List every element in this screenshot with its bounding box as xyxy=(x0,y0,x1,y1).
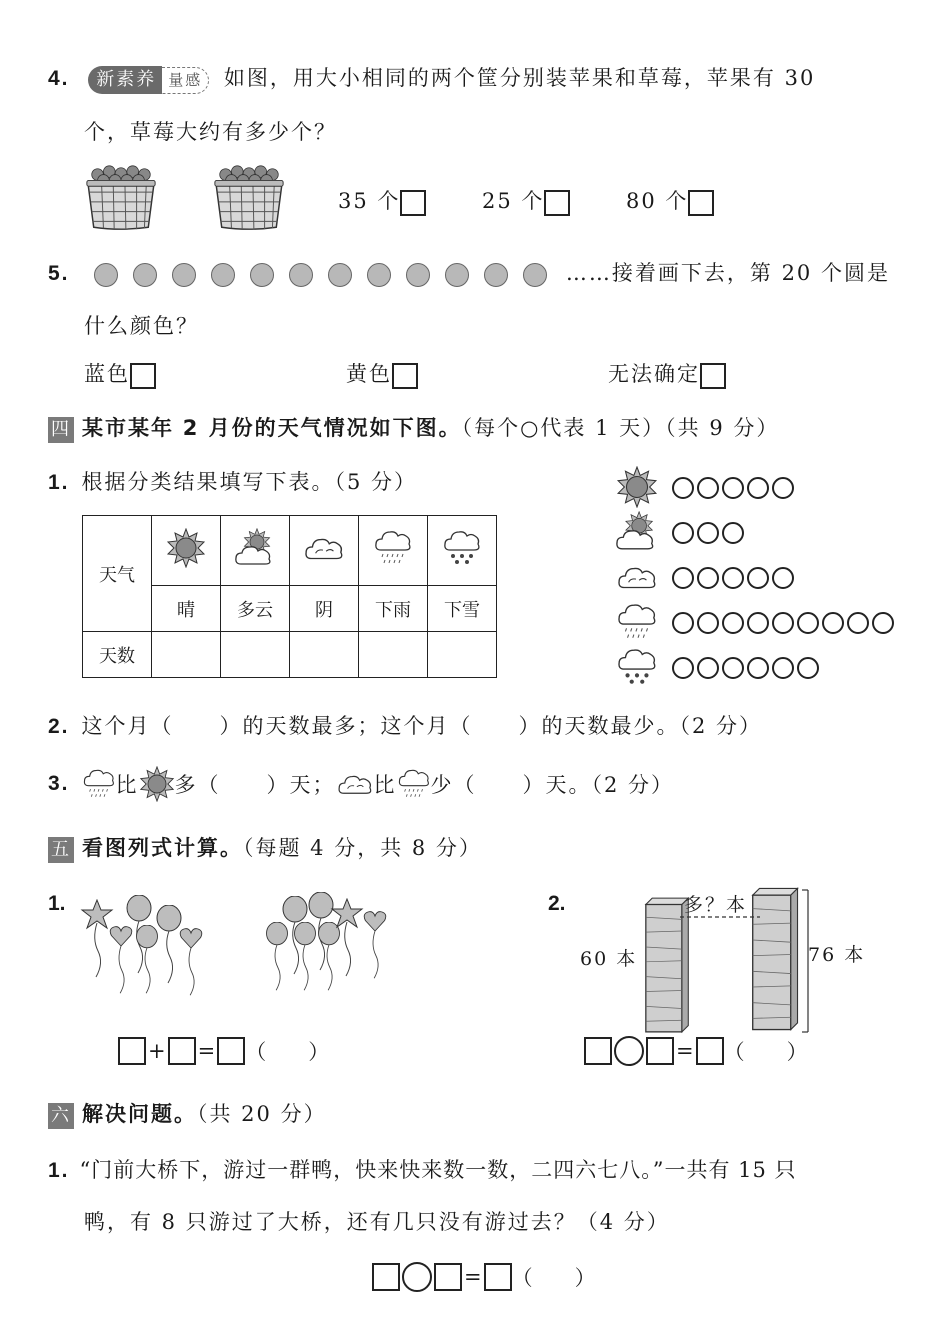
q5-option-3-checkbox[interactable] xyxy=(700,363,726,389)
section-5-title: 看图列式计算。 xyxy=(82,836,243,860)
sec4-q3-number: 3. xyxy=(48,772,70,795)
sec4-q3-c: 比 xyxy=(373,773,397,797)
tally-circle xyxy=(747,477,769,499)
sequence-circle xyxy=(172,263,196,287)
sequence-circle xyxy=(445,263,469,287)
legend-row-snow xyxy=(616,644,897,689)
q4-option-2-checkbox[interactable] xyxy=(544,190,570,216)
sequence-circle xyxy=(484,263,508,287)
section-4-title-2: 2 月份的天气情况如下图。 xyxy=(182,416,462,440)
sec5-p1-equation xyxy=(118,1036,329,1066)
sec4-q3-b: 多（ ）天； xyxy=(174,773,336,797)
q5-option-3-label: 无法确定 xyxy=(608,362,700,386)
section-4-note: （每个○代表 1 天）（共 9 分） xyxy=(461,416,780,440)
legend-circles-cloudy xyxy=(672,564,797,589)
answer-box[interactable] xyxy=(168,1037,196,1065)
sunny-icon xyxy=(616,466,658,508)
q5-option-1-checkbox[interactable] xyxy=(130,363,156,389)
sec5-p2-number: 2. xyxy=(548,892,566,915)
sec4-q2-number: 2. xyxy=(48,715,70,738)
equals-sign: = xyxy=(197,1039,216,1063)
answer-box[interactable] xyxy=(696,1037,724,1065)
q5-number: 5. xyxy=(48,262,70,285)
table-days-sunny[interactable] xyxy=(152,632,221,678)
q5-option-3 xyxy=(608,358,726,389)
tally-circle xyxy=(722,612,744,634)
apple-basket-image xyxy=(82,162,160,232)
tally-circle xyxy=(672,477,694,499)
sec4-q1 xyxy=(48,466,417,496)
unit-paren: （ ） xyxy=(245,1040,330,1064)
q5-option-1-label: 蓝色 xyxy=(84,362,130,386)
tally-circle xyxy=(672,657,694,679)
star-balloon xyxy=(330,898,364,978)
section-6-note: （共 20 分） xyxy=(197,1102,327,1126)
partly-cloudy-icon xyxy=(616,511,658,553)
legend-row-partly xyxy=(616,509,897,554)
sequence-circle xyxy=(289,263,313,287)
tally-circle xyxy=(772,612,794,634)
sec4-q3-a: 比 xyxy=(115,773,139,797)
cloudy-icon xyxy=(616,562,658,592)
tally-circle xyxy=(697,567,719,589)
section-4-title: 某市某年 xyxy=(82,416,174,440)
legend-row-rain xyxy=(616,599,897,644)
tally-circle xyxy=(822,612,844,634)
sequence-circle xyxy=(211,263,235,287)
right-stack-label: 76 本 xyxy=(808,944,866,966)
answer-box[interactable] xyxy=(118,1037,146,1065)
answer-box[interactable] xyxy=(584,1037,612,1065)
sec4-q2-text: 这个月（ ）的天数最多；这个月（ ）的天数最少。（2 分） xyxy=(81,714,763,738)
sequence-circle xyxy=(250,263,274,287)
q4-option-2 xyxy=(482,185,570,216)
circle-sequence xyxy=(94,261,566,285)
section-5-icon: 五 xyxy=(48,837,74,863)
q5-text-line1: ……接着画下去，第 20 个圆是 xyxy=(565,261,890,285)
left-stack-label: 60 本 xyxy=(580,948,638,970)
sec4-q1-number: 1. xyxy=(48,471,70,494)
legend-row-cloudy xyxy=(616,554,897,599)
q4-text-line2: 个，草莓大约有多少个？ xyxy=(84,120,337,144)
tally-circle xyxy=(872,612,894,634)
balloon-group-right xyxy=(262,892,402,982)
tally-circle xyxy=(722,567,744,589)
table-sunny-icon xyxy=(152,516,221,586)
q5-option-2 xyxy=(346,358,418,389)
sequence-circle xyxy=(133,263,157,287)
weather-table xyxy=(82,515,497,678)
weather-legend xyxy=(616,464,897,689)
tally-circle xyxy=(747,567,769,589)
tally-circle xyxy=(772,567,794,589)
table-days-partly[interactable] xyxy=(221,632,290,678)
q4-number: 4. xyxy=(48,67,70,90)
table-name-rain: 下雨 xyxy=(359,586,428,632)
sec6-q1-text-line1: “门前大桥下，游过一群鸭，快来快来数一数，二四六七八。”一共有 15 只 xyxy=(79,1158,797,1182)
tally-circle xyxy=(772,657,794,679)
operator-circle[interactable] xyxy=(614,1036,644,1066)
balloon-group-left xyxy=(80,895,220,985)
sequence-circle xyxy=(523,263,547,287)
heart-balloon xyxy=(176,927,206,997)
q4-option-2-label: 25 个 xyxy=(482,189,545,213)
q4-option-3-label: 80 个 xyxy=(626,189,689,213)
table-days-rain[interactable] xyxy=(359,632,428,678)
sec6-q1-number: 1. xyxy=(48,1159,70,1182)
table-snow-icon xyxy=(428,516,497,586)
section-4-header xyxy=(48,412,779,443)
q4-option-1 xyxy=(338,185,426,216)
answer-box[interactable] xyxy=(372,1263,400,1291)
tally-circle xyxy=(672,567,694,589)
sec6-q1-text-line2: 鸭，有 8 只游过了大桥，还有几只没有游过去？（4 分） xyxy=(84,1210,670,1234)
legend-circles-snow xyxy=(672,654,822,679)
difference-label: 多？本 xyxy=(684,894,748,916)
tally-circle xyxy=(697,657,719,679)
unit-paren: （ ） xyxy=(723,1040,808,1064)
table-cloudy-icon xyxy=(290,516,359,586)
section-6-title: 解决问题。 xyxy=(82,1102,197,1126)
tally-circle xyxy=(697,477,719,499)
tally-circle xyxy=(672,612,694,634)
badge-sub-label: 量感 xyxy=(162,67,209,94)
answer-box[interactable] xyxy=(434,1263,462,1291)
tally-circle xyxy=(797,657,819,679)
answer-box[interactable] xyxy=(217,1037,245,1065)
section-5-note: （每题 4 分，共 8 分） xyxy=(243,836,482,860)
equals-sign: = xyxy=(464,1265,482,1289)
table-days-label: 天数 xyxy=(83,632,152,678)
tally-circle xyxy=(722,522,744,544)
q5-option-1 xyxy=(84,358,156,389)
legend-row-sunny xyxy=(616,464,897,509)
legend-circles-sunny xyxy=(672,474,797,499)
table-days-snow[interactable] xyxy=(428,632,497,678)
q5-option-2-checkbox[interactable] xyxy=(392,363,418,389)
q5-option-2-label: 黄色 xyxy=(346,362,392,386)
sunny-icon xyxy=(139,766,175,802)
rain-icon xyxy=(397,767,431,801)
q4-text-line1: 如图，用大小相同的两个筐分别装苹果和草莓，苹果有 30 xyxy=(223,66,816,90)
tally-circle xyxy=(747,612,769,634)
sequence-circle xyxy=(367,263,391,287)
badge-main-label: 新素养 xyxy=(88,66,162,94)
table-days-cloudy[interactable] xyxy=(290,632,359,678)
q4-option-1-checkbox[interactable] xyxy=(400,190,426,216)
tally-circle xyxy=(722,477,744,499)
rain-icon xyxy=(82,767,116,801)
unit-paren: （ ） xyxy=(511,1266,596,1290)
tally-circle xyxy=(697,612,719,634)
q4-option-3 xyxy=(626,185,714,216)
sec5-p2-equation xyxy=(584,1036,808,1066)
sec6-q1-line1 xyxy=(48,1154,797,1184)
sequence-circle xyxy=(328,263,352,287)
sec4-q1-text: 根据分类结果填写下表。（5 分） xyxy=(81,470,418,494)
sec5-p1-number: 1. xyxy=(48,892,66,915)
tally-circle xyxy=(847,612,869,634)
tally-circle xyxy=(722,657,744,679)
q5-text-line2: 什么颜色？ xyxy=(84,314,199,338)
table-weather-label: 天气 xyxy=(83,516,152,632)
new-literacy-badge xyxy=(88,66,209,94)
cloudy-icon xyxy=(336,771,374,797)
section-6-header xyxy=(48,1098,327,1129)
table-name-partly: 多云 xyxy=(221,586,290,632)
section-4-icon: 四 xyxy=(48,417,74,443)
equals-sign: = xyxy=(676,1039,694,1063)
section-6-icon: 六 xyxy=(48,1103,74,1129)
tally-circle xyxy=(672,522,694,544)
q5-line1 xyxy=(48,257,890,287)
sec4-q2 xyxy=(48,710,762,740)
tally-circle xyxy=(697,522,719,544)
heart-balloon xyxy=(360,910,390,980)
legend-circles-partly xyxy=(672,519,747,544)
q4-option-3-checkbox[interactable] xyxy=(688,190,714,216)
section-5-header xyxy=(48,832,482,863)
snow-icon xyxy=(616,646,658,688)
operator-circle[interactable] xyxy=(402,1262,432,1292)
sec4-q3 xyxy=(48,766,674,802)
q4-line1 xyxy=(48,62,815,94)
sequence-circle xyxy=(406,263,430,287)
q4-option-1-label: 35 个 xyxy=(338,189,401,213)
tally-circle xyxy=(772,477,794,499)
plus-sign: + xyxy=(148,1039,166,1063)
answer-box[interactable] xyxy=(484,1263,512,1291)
strawberry-basket-image xyxy=(210,162,288,232)
legend-circles-rain xyxy=(672,609,897,634)
rain-icon xyxy=(616,601,658,643)
table-name-sunny: 晴 xyxy=(152,586,221,632)
table-name-cloudy: 阴 xyxy=(290,586,359,632)
table-partly-cloudy-icon xyxy=(221,516,290,586)
table-name-snow: 下雪 xyxy=(428,586,497,632)
answer-box[interactable] xyxy=(646,1037,674,1065)
table-rain-icon xyxy=(359,516,428,586)
sequence-circle xyxy=(94,263,118,287)
sec6-q1-equation xyxy=(372,1262,596,1292)
sec4-q3-d: 少（ ）天。（2 分） xyxy=(430,773,675,797)
tally-circle xyxy=(797,612,819,634)
tally-circle xyxy=(747,657,769,679)
